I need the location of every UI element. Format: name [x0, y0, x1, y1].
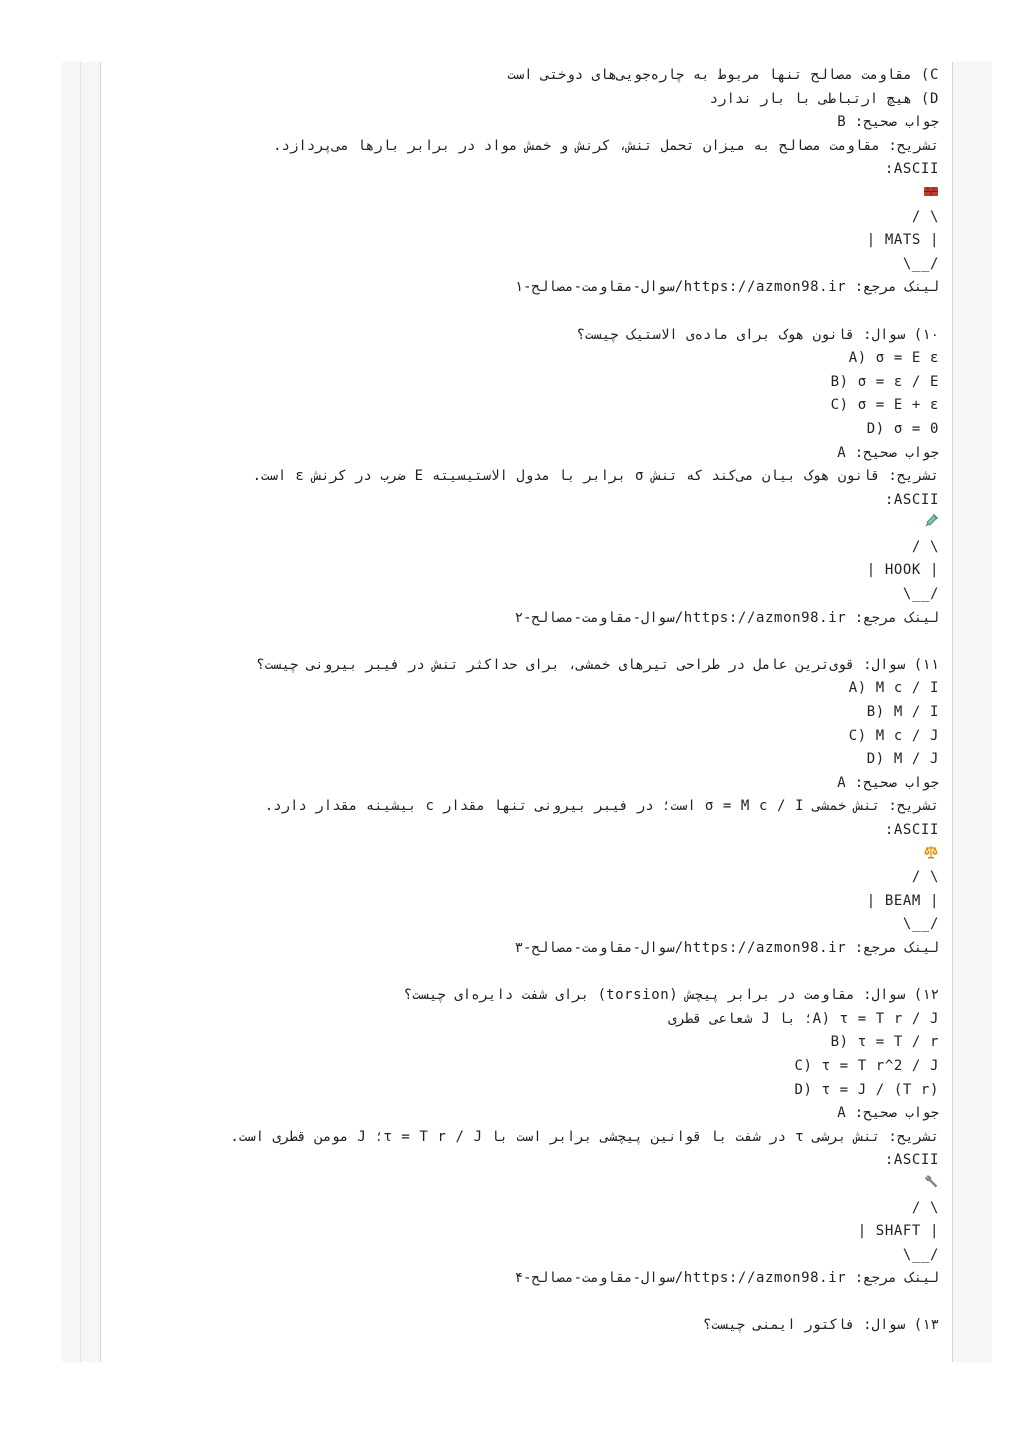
brick-icon — [101, 182, 939, 206]
option-c: C) τ = T r^2 / J — [794, 1057, 939, 1074]
explanation-line: تشریح: تنش خمشی σ = M c / I است؛ در فیبر بیرونی تنها مقدار c بیشینه مقدار دارد. — [264, 798, 939, 815]
syringe-icon — [101, 512, 939, 536]
ascii-label: ASCII: — [884, 161, 939, 178]
answer-line: جواب صحیح: B — [837, 114, 939, 131]
explanation-line: تشریح: تنش برشی τ در شفت با قوانین پیچشی برابر است با τ = T r / J؛ J مومن قطری است. — [230, 1128, 939, 1145]
margin-rule — [80, 62, 81, 1362]
option-a: A) τ = T r / J؛ با J شعاعی قطری — [668, 1010, 939, 1027]
option-c: C) مقاومت مصالح تنها مربوط به چاره‌جویی‌های دوختی است — [507, 67, 939, 83]
wrench-icon — [101, 1173, 939, 1197]
ascii-label: ASCII: — [884, 1152, 939, 1169]
ascii-art-line: / \ — [911, 869, 939, 886]
question-title: ۱۳) سوال: فاکتور ایمنی چیست؟ — [702, 1317, 939, 1334]
ascii-art-line: \__/ — [902, 255, 939, 272]
reference-link[interactable]: لینک مرجع: https://azmon98.ir/سوال-مقاومت-مصالح-۱ — [514, 279, 939, 296]
document-content — [101, 64, 939, 1338]
option-d: D) M / J — [866, 751, 939, 768]
ascii-art-line: / \ — [911, 1199, 939, 1216]
ascii-art-line: \__/ — [902, 1246, 939, 1263]
option-b: B) σ = ε / E — [830, 373, 939, 390]
option-a: A) σ = E ε — [848, 350, 939, 367]
option-c: C) σ = E + ε — [830, 397, 939, 414]
ascii-art-line: \__/ — [902, 586, 939, 603]
ascii-art-line: | SHAFT | — [857, 1223, 939, 1240]
ascii-art-line: \__/ — [902, 916, 939, 933]
margin-rule — [952, 62, 953, 1362]
option-d: D) هیچ ارتباطی با بار ندارد — [709, 90, 939, 107]
explanation-line: تشریح: مقاومت مصالح به میزان تحمل تنش، کرنش و خمش مواد در برابر بارها می‌پردازد. — [273, 137, 939, 154]
reference-link[interactable]: لینک مرجع: https://azmon98.ir/سوال-مقاومت-مصالح-۲ — [514, 609, 939, 626]
ascii-art-line: | HOOK | — [866, 562, 939, 579]
ascii-label: ASCII: — [884, 822, 939, 838]
question-title: ۱۲) سوال: مقاومت در برابر پیچش (torsion) برای شفت دایره‌ای چیست؟ — [403, 987, 939, 1004]
option-a: A) M c / I — [848, 680, 939, 697]
ascii-art-line: | MATS | — [866, 232, 939, 249]
option-d: D) τ = J / (T r) — [794, 1081, 939, 1098]
answer-line: جواب صحیح: A — [837, 1105, 939, 1122]
ascii-art-line: / \ — [911, 208, 939, 225]
balance-scale-icon — [101, 843, 939, 867]
option-b: B) τ = T / r — [830, 1034, 939, 1051]
option-b: B) M / I — [866, 704, 939, 721]
answer-line: جواب صحیح: A — [837, 774, 939, 791]
reference-link[interactable]: لینک مرجع: https://azmon98.ir/سوال-مقاومت-مصالح-۴ — [514, 1270, 939, 1287]
option-d: D) σ = 0 — [866, 420, 939, 437]
reference-link[interactable]: لینک مرجع: https://azmon98.ir/سوال-مقاومت-مصالح-۳ — [514, 939, 939, 956]
answer-line: جواب صحیح: A — [837, 444, 939, 461]
question-title: ۱۱) سوال: قوی‌ترین عامل در طراحی تیرهای خمشی، برای حداکثر تنش در فیبر بیرونی چیست؟ — [256, 656, 939, 673]
explanation-line: تشریح: قانون هوک بیان می‌کند که تنش σ برابر با مدول الاستیسیته E ضرب در کرنش ε است. — [252, 468, 939, 485]
ascii-label: ASCII: — [884, 491, 939, 508]
option-c: C) M c / J — [848, 727, 939, 744]
ascii-art-line: | BEAM | — [866, 892, 939, 909]
question-title: ۱۰) سوال: قانون هوک برای ماده‌ی الاستیک چیست؟ — [576, 326, 939, 343]
ascii-art-line: / \ — [911, 538, 939, 555]
